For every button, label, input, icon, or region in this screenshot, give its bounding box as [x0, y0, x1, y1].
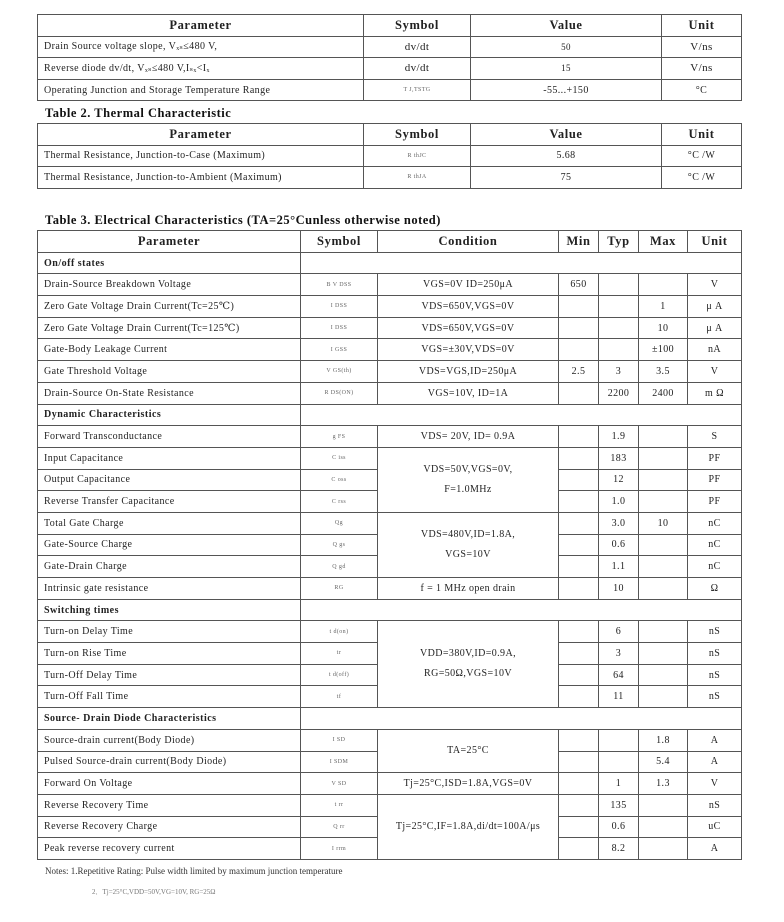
table-header-row	[38, 124, 742, 146]
cell-symbol: I DSS	[301, 296, 378, 318]
cell-unit: nS	[688, 664, 742, 686]
cell-symbol: B V DSS	[301, 274, 378, 296]
section-label: Dynamic Characteristics	[38, 404, 301, 426]
cell-max	[639, 643, 688, 665]
table-absolute-ratings	[37, 14, 742, 101]
cell-min	[559, 729, 599, 751]
cell-unit: V	[688, 274, 742, 296]
cell-condition-merged: VDD=380V,ID=0.9A, RG=50Ω,VGS=10V	[378, 621, 559, 708]
table-row	[38, 578, 742, 600]
header-unit: Unit	[662, 15, 742, 37]
cell-max	[639, 274, 688, 296]
cell-typ: 1	[599, 773, 639, 795]
cell-condition-merged: Tj=25°C,IF=1.8A,di/dt=100A/μs	[378, 794, 559, 859]
cell-min	[559, 578, 599, 600]
table-header-row	[38, 231, 742, 253]
header-min: Min	[559, 231, 599, 253]
cell-value: 75	[471, 167, 662, 189]
cell-typ: 10	[599, 578, 639, 600]
cell-condition-merged: VDS=480V,ID=1.8A, VGS=10V	[378, 512, 559, 577]
cell-max	[639, 794, 688, 816]
cell-condition: Tj=25°C,ISD=1.8A,VGS=0V	[378, 773, 559, 795]
cell-symbol: t d(off)	[301, 664, 378, 686]
header-max: Max	[639, 231, 688, 253]
section-label: On/off states	[38, 252, 301, 274]
table-electrical	[37, 230, 742, 860]
section-filler	[301, 708, 742, 730]
cell-parameter: Turn-on Rise Time	[38, 643, 301, 665]
cell-parameter: Forward On Voltage	[38, 773, 301, 795]
table-row	[38, 621, 742, 643]
cell-parameter: Reverse Transfer Capacitance	[38, 491, 301, 513]
cell-typ: 11	[599, 686, 639, 708]
cell-symbol: I DSS	[301, 317, 378, 339]
cell-typ: 6	[599, 621, 639, 643]
cell-parameter: Turn-Off Fall Time	[38, 686, 301, 708]
cell-typ: 1.0	[599, 491, 639, 513]
cell-parameter: Input Capacitance	[38, 447, 301, 469]
cell-condition: VGS=0V ID=250μA	[378, 274, 559, 296]
cell-unit: V/ns	[662, 58, 742, 80]
cell-unit: S	[688, 426, 742, 448]
table-header-row	[38, 15, 742, 37]
cell-max	[639, 838, 688, 860]
cell-typ	[599, 751, 639, 773]
section-filler	[301, 404, 742, 426]
cell-unit: °C /W	[662, 167, 742, 189]
section-row	[38, 708, 742, 730]
cell-unit: Ω	[688, 578, 742, 600]
cell-min	[559, 773, 599, 795]
cell-parameter: Drain-Source On-State Resistance	[38, 382, 301, 404]
table-row	[38, 773, 742, 795]
cell-max	[639, 621, 688, 643]
cell-max	[639, 426, 688, 448]
table-row	[38, 317, 742, 339]
cell-unit: nC	[688, 556, 742, 578]
cell-max: 5.4	[639, 751, 688, 773]
cell-symbol: R DS(ON)	[301, 382, 378, 404]
cell-parameter: Peak reverse recovery current	[38, 838, 301, 860]
cell-min	[559, 317, 599, 339]
cell-typ: 12	[599, 469, 639, 491]
cell-symbol: tf	[301, 686, 378, 708]
header-unit: Unit	[688, 231, 742, 253]
cell-min	[559, 816, 599, 838]
table-thermal	[37, 123, 742, 189]
cell-typ: 2200	[599, 382, 639, 404]
header-condition: Condition	[378, 231, 559, 253]
section-filler	[301, 599, 742, 621]
cell-condition: VDS=650V,VGS=0V	[378, 296, 559, 318]
cell-symbol: dv/dt	[364, 58, 471, 80]
cell-unit: A	[688, 729, 742, 751]
cell-condition: VGS=±30V,VDS=0V	[378, 339, 559, 361]
cell-parameter: Reverse diode dv/dt, Vₓₛ≤480 V,Iₛₓ<Iₓ	[38, 58, 364, 80]
cell-typ: 183	[599, 447, 639, 469]
cell-symbol: t d(on)	[301, 621, 378, 643]
cell-typ: 3	[599, 361, 639, 383]
cell-unit: °C	[662, 79, 742, 101]
cell-unit: nS	[688, 794, 742, 816]
cell-symbol: V SD	[301, 773, 378, 795]
cell-unit: nC	[688, 512, 742, 534]
cell-max	[639, 556, 688, 578]
cell-typ: 1.9	[599, 426, 639, 448]
cell-unit: uC	[688, 816, 742, 838]
table-row	[38, 296, 742, 318]
cell-min	[559, 382, 599, 404]
cell-typ	[599, 274, 639, 296]
cell-symbol: g FS	[301, 426, 378, 448]
cell-typ	[599, 729, 639, 751]
cell-symbol: t rr	[301, 794, 378, 816]
cell-min	[559, 794, 599, 816]
table-row	[38, 145, 742, 167]
table-row	[38, 79, 742, 101]
header-parameter: Parameter	[38, 231, 301, 253]
cell-parameter: Thermal Resistance, Junction-to-Ambient (Maximum)	[38, 167, 364, 189]
cell-symbol: Q rr	[301, 816, 378, 838]
cell-parameter: Reverse Recovery Charge	[38, 816, 301, 838]
cell-unit: PF	[688, 491, 742, 513]
cell-parameter: Total Gate Charge	[38, 512, 301, 534]
cell-unit: nS	[688, 686, 742, 708]
section-row	[38, 252, 742, 274]
cell-parameter: Drain Source voltage slope, Vₓₛ≤480 V,	[38, 36, 364, 58]
cell-typ: 135	[599, 794, 639, 816]
cell-parameter: Output Capacitance	[38, 469, 301, 491]
cell-parameter: Turn-on Delay Time	[38, 621, 301, 643]
table3-caption: Table 3. Electrical Characteristics (TA=25°Cunless otherwise noted)	[45, 213, 441, 227]
cell-min	[559, 643, 599, 665]
cell-symbol: Qg	[301, 512, 378, 534]
cell-unit: PF	[688, 447, 742, 469]
cell-typ: 0.6	[599, 534, 639, 556]
cell-typ: 3.0	[599, 512, 639, 534]
cell-max	[639, 664, 688, 686]
table-row	[38, 447, 742, 469]
table-row	[38, 729, 742, 751]
cell-symbol: I rrm	[301, 838, 378, 860]
cell-parameter: Gate-Drain Charge	[38, 556, 301, 578]
cell-max: 1.3	[639, 773, 688, 795]
header-symbol: Symbol	[364, 15, 471, 37]
header-value: Value	[471, 124, 662, 146]
cell-unit: V	[688, 773, 742, 795]
cell-parameter: Reverse Recovery Time	[38, 794, 301, 816]
cell-parameter: Pulsed Source-drain current(Body Diode)	[38, 751, 301, 773]
cell-min	[559, 491, 599, 513]
cell-symbol: R thJC	[364, 145, 471, 167]
cell-parameter: Thermal Resistance, Junction-to-Case (Maximum)	[38, 145, 364, 167]
table-row	[38, 339, 742, 361]
cell-symbol: R thJA	[364, 167, 471, 189]
cell-min	[559, 621, 599, 643]
header-parameter: Parameter	[38, 15, 364, 37]
cell-condition: VDS=650V,VGS=0V	[378, 317, 559, 339]
cell-parameter: Source-drain current(Body Diode)	[38, 729, 301, 751]
header-value: Value	[471, 15, 662, 37]
cell-min	[559, 512, 599, 534]
cell-parameter: Turn-Off Delay Time	[38, 664, 301, 686]
cell-max: 2400	[639, 382, 688, 404]
cell-parameter: Operating Junction and Storage Temperature Range	[38, 79, 364, 101]
cell-symbol: T J,TSTG	[364, 79, 471, 101]
table-row	[38, 794, 742, 816]
cell-typ: 64	[599, 664, 639, 686]
section-label: Switching times	[38, 599, 301, 621]
cell-condition: VGS=10V, ID=1A	[378, 382, 559, 404]
header-unit: Unit	[662, 124, 742, 146]
header-symbol: Symbol	[301, 231, 378, 253]
section-row	[38, 599, 742, 621]
cell-unit: μ A	[688, 317, 742, 339]
cell-parameter: Intrinsic gate resistance	[38, 578, 301, 600]
cell-min	[559, 556, 599, 578]
cell-unit: nS	[688, 621, 742, 643]
cell-unit: nA	[688, 339, 742, 361]
cell-typ: 3	[599, 643, 639, 665]
cell-symbol: V GS(th)	[301, 361, 378, 383]
cell-unit: m Ω	[688, 382, 742, 404]
cell-max	[639, 578, 688, 600]
cell-unit: A	[688, 751, 742, 773]
cell-min: 650	[559, 274, 599, 296]
cell-symbol: I SDM	[301, 751, 378, 773]
cell-symbol: C oss	[301, 469, 378, 491]
cell-min	[559, 296, 599, 318]
table-row	[38, 167, 742, 189]
header-symbol: Symbol	[364, 124, 471, 146]
cell-min	[559, 664, 599, 686]
cell-symbol: C iss	[301, 447, 378, 469]
cell-max: 10	[639, 512, 688, 534]
section-label: Source- Drain Diode Characteristics	[38, 708, 301, 730]
cell-max: 1.8	[639, 729, 688, 751]
cell-max	[639, 534, 688, 556]
cell-max: 10	[639, 317, 688, 339]
section-row	[38, 404, 742, 426]
cell-symbol: I SD	[301, 729, 378, 751]
cell-max: 3.5	[639, 361, 688, 383]
cell-unit: nC	[688, 534, 742, 556]
cell-max	[639, 491, 688, 513]
cell-min	[559, 751, 599, 773]
cell-parameter: Drain-Source Breakdown Voltage	[38, 274, 301, 296]
cell-condition: f = 1 MHz open drain	[378, 578, 559, 600]
cell-min	[559, 838, 599, 860]
cell-typ: 0.6	[599, 816, 639, 838]
table2-caption: Table 2. Thermal Characteristic	[45, 106, 232, 120]
cell-unit: V	[688, 361, 742, 383]
header-parameter: Parameter	[38, 124, 364, 146]
cell-unit: μ A	[688, 296, 742, 318]
cell-typ	[599, 339, 639, 361]
table-row	[38, 512, 742, 534]
cell-parameter: Gate-Source Charge	[38, 534, 301, 556]
table-row	[38, 426, 742, 448]
table-row	[38, 274, 742, 296]
table-row	[38, 36, 742, 58]
cell-symbol: Q gs	[301, 534, 378, 556]
cell-unit: PF	[688, 469, 742, 491]
cell-parameter: Zero Gate Voltage Drain Current(Tc=25℃)	[38, 296, 301, 318]
cell-symbol: dv/dt	[364, 36, 471, 58]
cell-unit: °C /W	[662, 145, 742, 167]
cell-typ: 1.1	[599, 556, 639, 578]
cell-max	[639, 686, 688, 708]
cell-unit: nS	[688, 643, 742, 665]
cell-min: 2.5	[559, 361, 599, 383]
cell-condition: VDS= 20V, ID= 0.9A	[378, 426, 559, 448]
section-filler	[301, 252, 742, 274]
cell-symbol: Q gd	[301, 556, 378, 578]
cell-condition-merged: VDS=50V,VGS=0V, F=1.0MHz	[378, 447, 559, 512]
cell-max	[639, 447, 688, 469]
cell-unit: V/ns	[662, 36, 742, 58]
table-row	[38, 58, 742, 80]
cell-parameter: Gate Threshold Voltage	[38, 361, 301, 383]
cell-condition-merged: TA=25°C	[378, 729, 559, 772]
cell-value: -55...+150	[471, 79, 662, 101]
cell-unit: A	[688, 838, 742, 860]
table-row	[38, 361, 742, 383]
cell-min	[559, 426, 599, 448]
cell-max: 1	[639, 296, 688, 318]
cell-parameter: Forward Transconductance	[38, 426, 301, 448]
cell-min	[559, 686, 599, 708]
cell-symbol: RG	[301, 578, 378, 600]
cell-min	[559, 447, 599, 469]
cell-typ	[599, 296, 639, 318]
cell-parameter: Zero Gate Voltage Drain Current(Tc=125℃)	[38, 317, 301, 339]
cell-max	[639, 816, 688, 838]
cell-parameter: Gate-Body Leakage Current	[38, 339, 301, 361]
cell-symbol: tr	[301, 643, 378, 665]
cell-max	[639, 469, 688, 491]
cell-value: 5.68	[471, 145, 662, 167]
cell-typ	[599, 317, 639, 339]
cell-min	[559, 534, 599, 556]
cell-condition: VDS=VGS,ID=250μA	[378, 361, 559, 383]
cell-value: 15	[471, 58, 662, 80]
cell-min	[559, 339, 599, 361]
cell-max: ±100	[639, 339, 688, 361]
cell-value: 50	[471, 36, 662, 58]
cell-symbol: C rss	[301, 491, 378, 513]
cell-min	[559, 469, 599, 491]
cell-typ: 8.2	[599, 838, 639, 860]
header-typ: Typ	[599, 231, 639, 253]
cell-symbol: I GSS	[301, 339, 378, 361]
notes-line-1: Notes: 1.Repetitive Rating: Pulse width limited by maximum junction temperature	[45, 866, 343, 876]
table-row	[38, 382, 742, 404]
notes-line-2: 2．Tj=25°C,VDD=50V,VG=10V, RG=25Ω	[92, 888, 216, 896]
